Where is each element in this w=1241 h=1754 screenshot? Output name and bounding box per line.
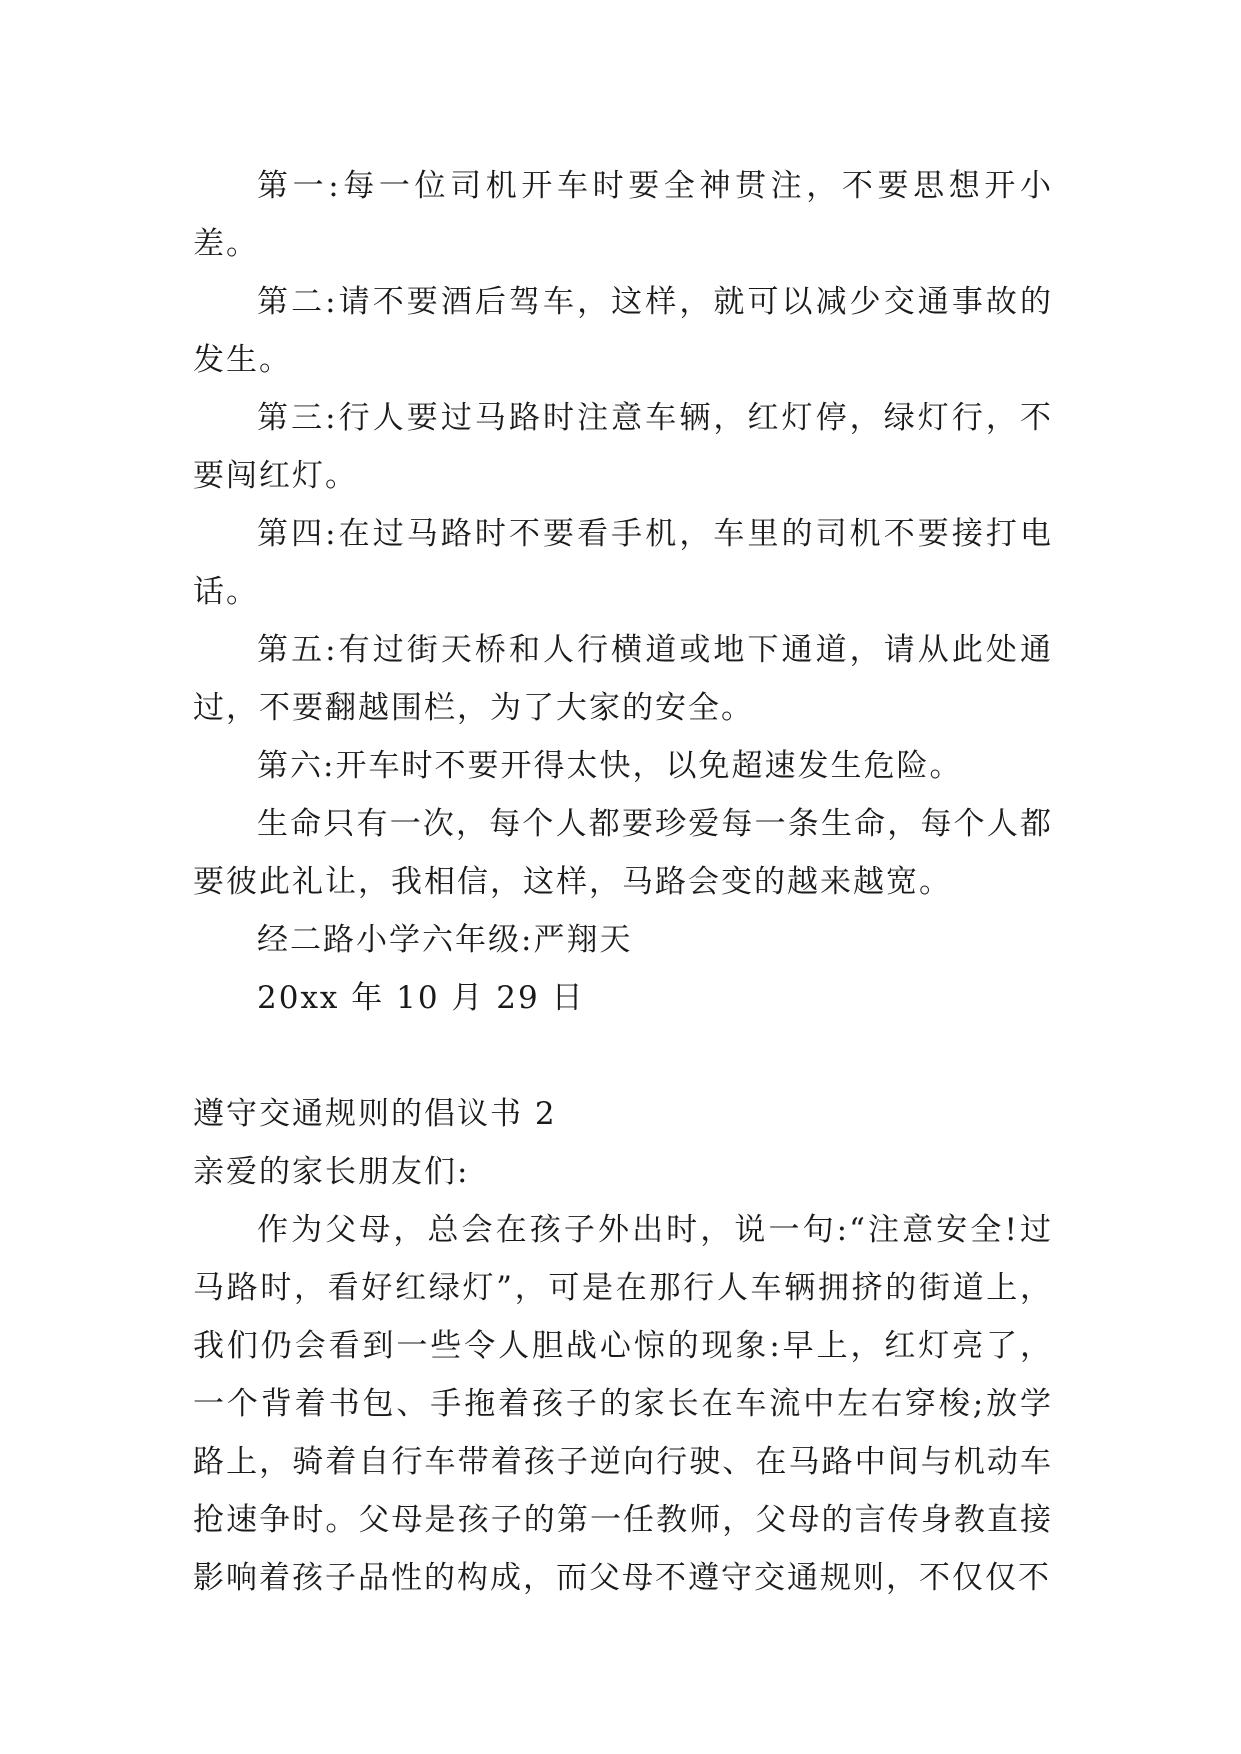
rule-1-paragraph: 第一:每一位司机开车时要全神贯注，不要思想开小差。	[193, 168, 1053, 262]
signature-author: 经二路小学六年级:严翔天	[257, 922, 633, 958]
conclusion-paragraph: 生命只有一次，每个人都要珍爱每一条生命，每个人都要彼此礼让，我相信，这样，马路会变的越来越宽。	[193, 806, 1053, 900]
rule-5-paragraph: 第五:有过街天桥和人行横道或地下通道，请从此处通过，不要翻越围栏，为了大家的安全。	[193, 632, 1053, 726]
signature-date: 20xx 年 10 月 29 日	[257, 980, 585, 1016]
rule-6-paragraph: 第六:开车时不要开得太快，以免超速发生危险。	[257, 748, 963, 784]
rule-4-paragraph: 第四:在过马路时不要看手机，车里的司机不要接打电话。	[193, 516, 1053, 610]
rule-2-paragraph: 第二:请不要酒后驾车，这样，就可以减少交通事故的发生。	[193, 284, 1053, 378]
document-body	[193, 157, 1053, 1607]
section-body-paragraph: 作为父母，总会在孩子外出时，说一句:“注意安全!过马路时，看好红绿灯”，可是在那行人车辆拥挤的街道上，我们仍会看到一些令人胆战心惊的现象:早上，红灯亮了，一个背着书包、手拖着孩子的家长在车流中左右穿梭;放学路上，骑着自行车带着孩子逆向行驶、在马路中间与机动车抢速争时。父母是孩子的第一任教师，父母的言传身教直接影响着孩子品性的构成，而父母不遵守交通规则，不仅仅不	[193, 1212, 1053, 1596]
rule-3-paragraph: 第三:行人要过马路时注意车辆，红灯停，绿灯行，不要闯红灯。	[193, 400, 1053, 494]
section-title: 遵守交通规则的倡议书 2	[193, 1096, 557, 1132]
salutation: 亲爱的家长朋友们:	[193, 1154, 470, 1190]
